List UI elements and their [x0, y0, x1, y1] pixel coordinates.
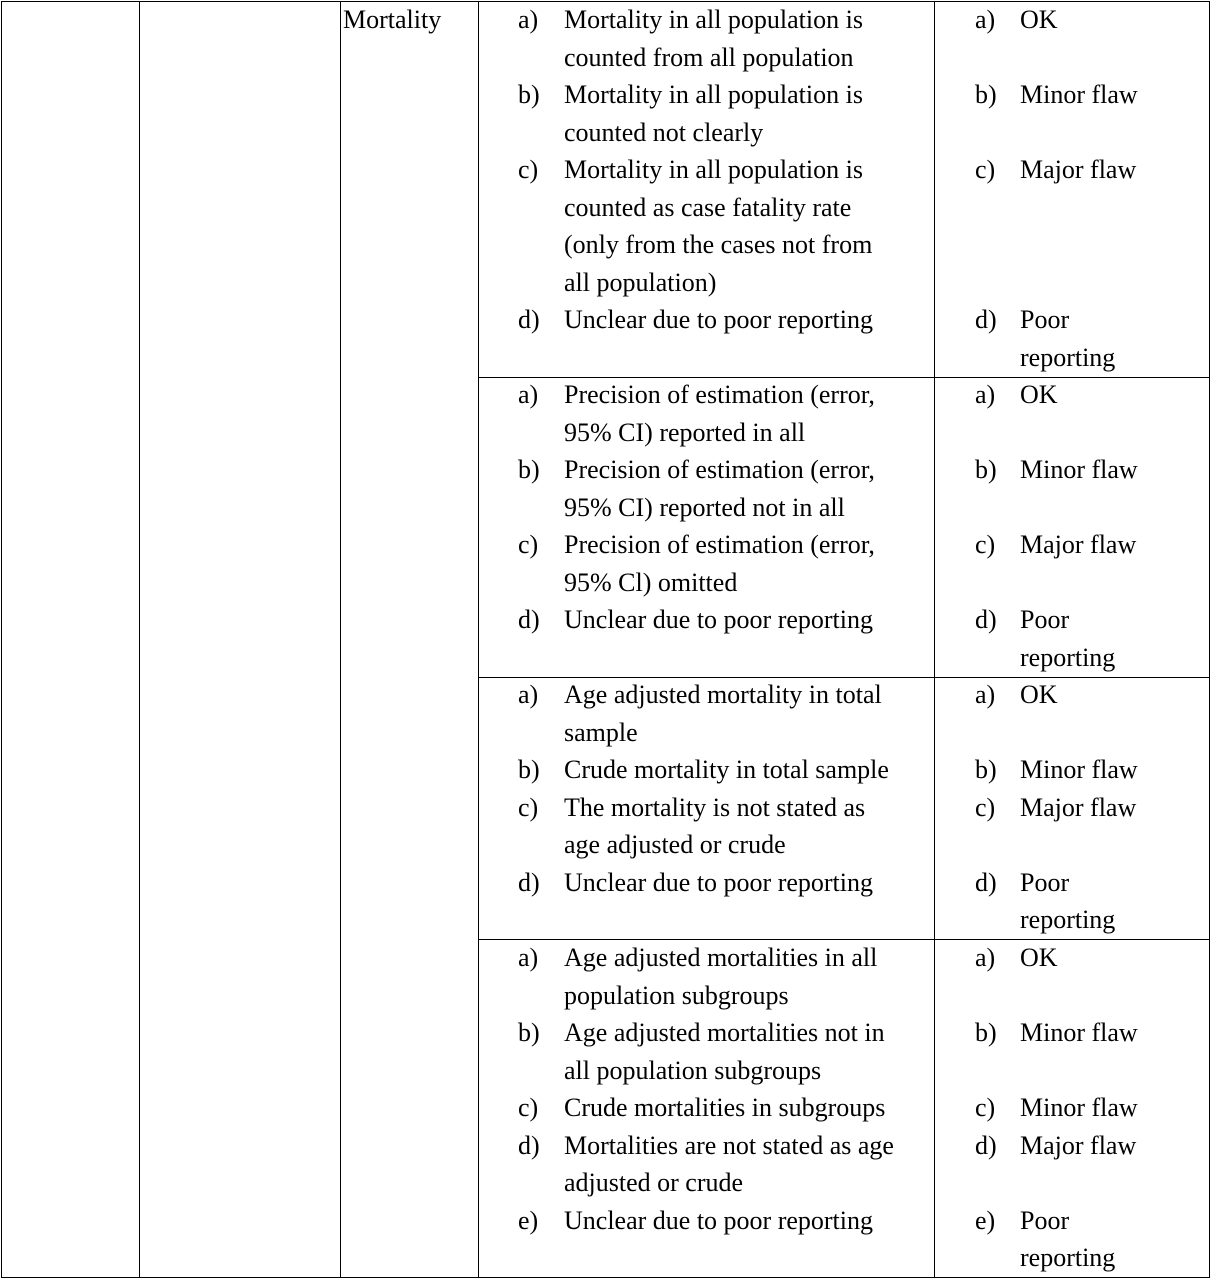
rating-text: Major flaw [1020, 155, 1137, 184]
rating-text: reporting [1020, 905, 1116, 934]
criterion-marker: b) [518, 1018, 540, 1047]
criterion-text: counted from all population [564, 42, 854, 72]
rating-marker: d) [975, 605, 997, 634]
criterion-text: 95% Cl) omitted [564, 567, 738, 597]
criterion-text: 95% CI) reported in all [564, 417, 806, 447]
criterion-marker: a) [518, 380, 539, 409]
criterion-text: Precision of estimation (error, [564, 455, 875, 484]
table-border-left [1, 1, 2, 1278]
criterion-text: population subgroups [564, 980, 789, 1010]
criterion-text: counted not clearly [564, 117, 764, 147]
criterion-marker: a) [518, 943, 539, 972]
criterion-marker: d) [518, 1130, 540, 1160]
column-divider-2 [340, 1, 341, 1278]
rating-text: Minor flaw [1020, 1093, 1138, 1122]
criterion-text: age adjusted or crude [564, 830, 786, 859]
criterion-marker: d) [518, 305, 540, 334]
criterion-text: Unclear due to poor reporting [564, 867, 874, 897]
rating-marker: d) [975, 1130, 997, 1160]
criterion-text: Age adjusted mortalities not in [564, 1018, 885, 1047]
criterion-text: Unclear due to poor reporting [564, 605, 874, 634]
rating-text: reporting [1020, 342, 1116, 372]
criterion-text: all population) [564, 267, 717, 297]
criterion-marker: a) [518, 5, 539, 34]
rating-marker: d) [975, 305, 997, 334]
rating-text: reporting [1020, 642, 1116, 672]
rating-marker: e) [975, 1205, 996, 1235]
rating-marker: b) [975, 455, 997, 484]
rating-text: Minor flaw [1020, 755, 1138, 784]
rating-text: Major flaw [1020, 792, 1137, 822]
criterion-text: sample [564, 717, 638, 747]
criterion-text: Mortality in all population is [564, 5, 863, 34]
rating-text: reporting [1020, 1243, 1116, 1272]
rating-text: OK [1020, 943, 1058, 972]
rating-marker: a) [975, 943, 996, 972]
rating-marker: b) [975, 80, 997, 109]
rating-text: OK [1020, 680, 1058, 709]
rating-text: Poor [1020, 867, 1070, 897]
rating-text: Major flaw [1020, 530, 1137, 559]
criterion-text: Precision of estimation (error, [564, 530, 875, 559]
criterion-marker: d) [518, 867, 540, 897]
criterion-text: adjusted or crude [564, 1168, 744, 1197]
criterion-text: Mortality in all population is [564, 155, 863, 184]
criterion-text: (only from the cases not from [564, 230, 873, 259]
rating-text: Minor flaw [1020, 455, 1138, 484]
criterion-text: Age adjusted mortality in total [564, 680, 882, 709]
rating-marker: c) [975, 155, 996, 184]
criterion-text: Mortalities are not stated as age [564, 1130, 894, 1160]
rating-marker: c) [975, 792, 996, 822]
criterion-text: all population subgroups [564, 1055, 822, 1085]
criterion-marker: d) [518, 605, 540, 634]
rating-text: Poor [1020, 605, 1070, 634]
topic-label: Mortality [343, 5, 442, 34]
criterion-text: counted as case fatality rate [564, 192, 852, 222]
rating-text: Major flaw [1020, 1130, 1137, 1160]
criterion-text: Age adjusted mortalities in all [564, 943, 878, 972]
table-border-right [1209, 1, 1210, 1278]
table-border-bottom [1, 1277, 1210, 1278]
criterion-marker: e) [518, 1205, 539, 1235]
rating-marker: a) [975, 380, 996, 409]
criterion-text: The mortality is not stated as [564, 792, 866, 822]
criterion-marker: c) [518, 530, 539, 559]
rating-text: OK [1020, 380, 1058, 409]
criterion-marker: c) [518, 1093, 539, 1122]
criterion-marker: c) [518, 155, 539, 184]
criterion-text: Crude mortalities in subgroups [564, 1093, 886, 1122]
rating-text: OK [1020, 5, 1058, 34]
criterion-marker: c) [518, 792, 539, 822]
criterion-marker: b) [518, 755, 540, 784]
rating-marker: d) [975, 867, 997, 897]
column-divider-1 [139, 1, 140, 1278]
criterion-text: 95% CI) reported not in all [564, 492, 845, 522]
rating-marker: b) [975, 1018, 997, 1047]
criterion-text: Precision of estimation (error, [564, 380, 875, 409]
criterion-text: Unclear due to poor reporting [564, 1205, 874, 1235]
rating-marker: a) [975, 5, 996, 34]
rating-text: Minor flaw [1020, 1018, 1138, 1047]
criterion-marker: a) [518, 680, 539, 709]
rating-marker: a) [975, 680, 996, 709]
rating-marker: c) [975, 1093, 996, 1122]
criterion-text: Unclear due to poor reporting [564, 305, 874, 334]
rating-marker: c) [975, 530, 996, 559]
criterion-marker: b) [518, 455, 540, 484]
criterion-text: Mortality in all population is [564, 80, 863, 109]
rating-marker: b) [975, 755, 997, 784]
rating-text: Poor [1020, 305, 1070, 334]
criterion-text: Crude mortality in total sample [564, 755, 889, 784]
column-divider-3 [478, 1, 479, 1278]
rating-text: Minor flaw [1020, 80, 1138, 109]
rating-text: Poor [1020, 1205, 1070, 1235]
criterion-marker: b) [518, 80, 540, 109]
column-divider-4 [934, 1, 935, 1278]
